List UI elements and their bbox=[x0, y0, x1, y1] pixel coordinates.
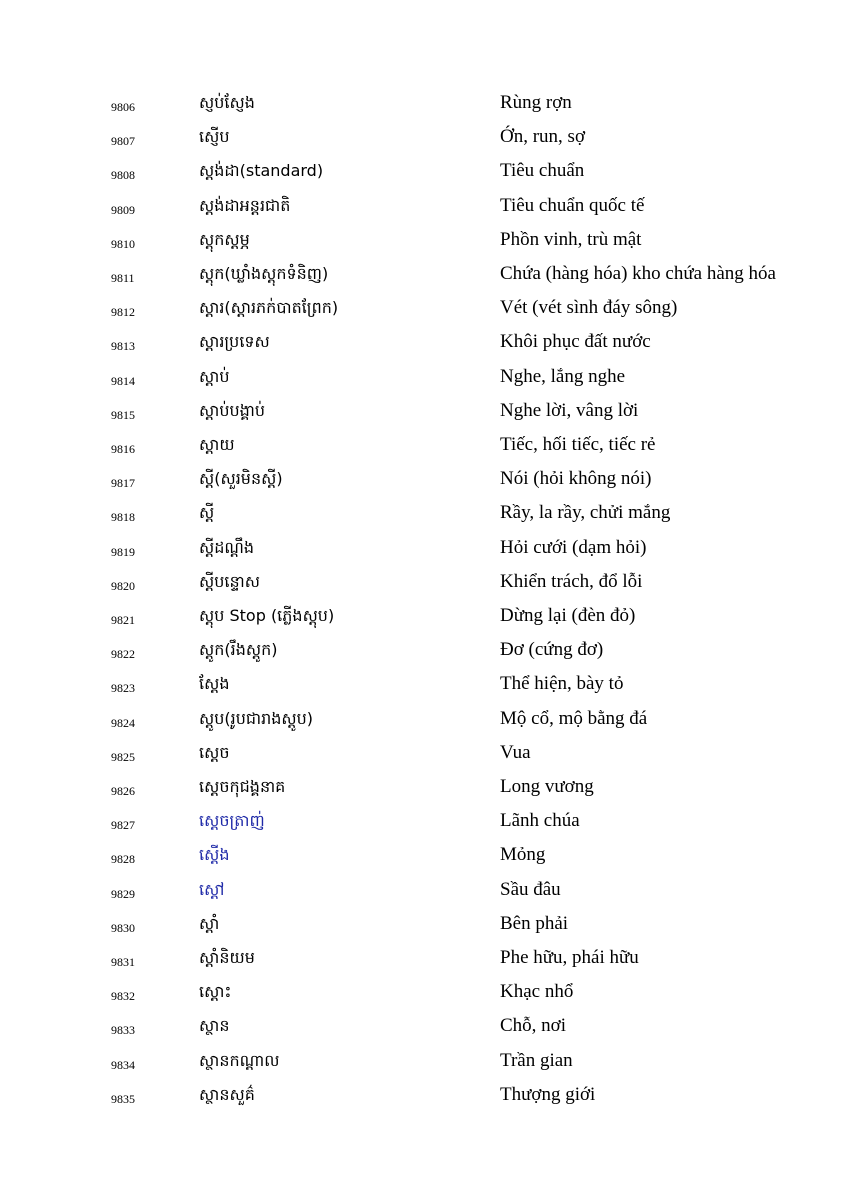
khmer-word: ស្តង់ដាអន្តរជាតិ bbox=[199, 195, 291, 215]
entry-row bbox=[0, 913, 848, 947]
entry-number: 9812 bbox=[111, 305, 135, 320]
entry-number: 9819 bbox=[111, 544, 135, 559]
entry-number: 9816 bbox=[111, 442, 135, 456]
entry-number: 9826 bbox=[111, 784, 135, 798]
khmer-word: ស្ថានកណ្តាល bbox=[199, 1050, 280, 1070]
vietnamese-meaning: Long vương bbox=[500, 776, 594, 797]
khmer-word: ស្តេចត្រាញ់ bbox=[199, 811, 265, 831]
vietnamese-meaning: Mộ cổ, mộ bằng đá bbox=[500, 707, 648, 729]
entry-number: 9818 bbox=[111, 510, 135, 525]
entry-number: 9827 bbox=[111, 818, 135, 833]
khmer-word: ស្ថានសួគ៌ bbox=[199, 1084, 255, 1104]
entry-number: 9814 bbox=[111, 373, 135, 388]
entry-number: 9811 bbox=[111, 271, 135, 285]
entry-number: 9829 bbox=[111, 886, 135, 901]
entry-number: 9809 bbox=[111, 202, 135, 217]
khmer-word: ស្តូក(រឹងស្តូក) bbox=[199, 640, 278, 660]
entry-row bbox=[0, 742, 848, 776]
vietnamese-meaning: Thể hiện, bày tỏ bbox=[500, 673, 624, 695]
khmer-word: ស្តេចកុជង្គនាគ bbox=[199, 777, 286, 796]
khmer-word: ស្តុកស្តម្ភ bbox=[199, 229, 250, 249]
vietnamese-meaning: Khiển trách, đổ lỗi bbox=[500, 570, 643, 592]
entry-row bbox=[0, 297, 848, 331]
entry-number: 9821 bbox=[111, 613, 135, 627]
entry-row bbox=[0, 1084, 848, 1118]
vietnamese-meaning: Tiêu chuẩn quốc tế bbox=[500, 194, 645, 216]
entry-number: 9820 bbox=[111, 578, 135, 593]
entry-row bbox=[0, 947, 848, 981]
khmer-word: ស្តង់ដា(standard) bbox=[199, 161, 324, 181]
khmer-word: ស្ញើប bbox=[199, 127, 230, 147]
entry-number: 9825 bbox=[111, 749, 135, 764]
entry-row bbox=[0, 776, 848, 810]
vietnamese-meaning: Chỗ, nơi bbox=[500, 1015, 566, 1037]
vietnamese-meaning: Hỏi cưới (dạm hỏi) bbox=[500, 536, 647, 558]
khmer-word: ស្តុក(ឃ្លាំងស្តុកទំនិញ) bbox=[199, 264, 329, 283]
entry-row bbox=[0, 605, 848, 639]
entry-number: 9823 bbox=[111, 681, 135, 696]
vietnamese-meaning: Khạc nhổ bbox=[500, 981, 574, 1003]
entry-row bbox=[0, 468, 848, 502]
entry-number: 9832 bbox=[111, 989, 135, 1004]
entry-number: 9807 bbox=[111, 134, 135, 149]
vietnamese-meaning: Vét (vét sình đáy sông) bbox=[500, 297, 678, 319]
vietnamese-meaning: Phe hữu, phái hữu bbox=[500, 947, 639, 968]
entry-number: 9833 bbox=[111, 1023, 135, 1038]
entry-row bbox=[0, 673, 848, 707]
entry-row bbox=[0, 810, 848, 844]
khmer-word: ស្តី bbox=[199, 503, 215, 523]
khmer-word: ស្តេច bbox=[199, 742, 230, 762]
khmer-word: ស្តាំនិយម bbox=[199, 948, 255, 967]
entry-row bbox=[0, 434, 848, 468]
vietnamese-meaning: Nghe lời, vâng lời bbox=[500, 399, 639, 421]
vietnamese-meaning: Rùng rợn bbox=[500, 92, 572, 113]
entry-row bbox=[0, 571, 848, 605]
entry-number: 9822 bbox=[111, 647, 135, 662]
entry-row bbox=[0, 331, 848, 365]
vietnamese-meaning: Tiếc, hối tiếc, tiếc rẻ bbox=[500, 434, 656, 455]
entry-row bbox=[0, 981, 848, 1015]
entry-row bbox=[0, 1050, 848, 1084]
entry-number: 9810 bbox=[111, 236, 135, 251]
entry-row bbox=[0, 502, 848, 536]
vietnamese-meaning: Chứa (hàng hóa) kho chứa hàng hóa bbox=[500, 263, 776, 284]
khmer-word: ស្តុប Stop (ភ្លើងស្តុប) bbox=[199, 606, 335, 625]
entry-row bbox=[0, 879, 848, 913]
entry-row bbox=[0, 1015, 848, 1049]
entry-row bbox=[0, 92, 848, 126]
khmer-word: ស្តើង bbox=[199, 845, 230, 865]
khmer-word: ស្តី(សួរមិនស្តី) bbox=[199, 469, 283, 489]
entry-number: 9815 bbox=[111, 407, 135, 422]
entry-row bbox=[0, 639, 848, 673]
khmer-word: ស្តាយ bbox=[199, 435, 235, 454]
entry-row bbox=[0, 400, 848, 434]
vietnamese-meaning: Ớn, run, sợ bbox=[500, 126, 585, 148]
khmer-word: ស្តាប់ bbox=[199, 366, 230, 386]
vietnamese-meaning: Lãnh chúa bbox=[500, 810, 580, 832]
vietnamese-meaning: Mỏng bbox=[500, 844, 546, 866]
vietnamese-meaning: Đơ (cứng đơ) bbox=[500, 639, 604, 661]
entry-row bbox=[0, 366, 848, 400]
entry-number: 9808 bbox=[111, 168, 135, 183]
khmer-word: ស្តារប្រទេស bbox=[199, 332, 270, 352]
entry-number: 9806 bbox=[111, 100, 135, 114]
entry-row bbox=[0, 537, 848, 571]
vietnamese-meaning: Nghe, lắng nghe bbox=[500, 365, 626, 387]
khmer-word: ស្តាប់បង្គាប់ bbox=[199, 400, 266, 420]
vietnamese-meaning: Vua bbox=[500, 741, 531, 763]
khmer-word: ស្ញប់ស្ញែង bbox=[199, 93, 255, 112]
khmer-word: ស្តាំ bbox=[199, 913, 220, 933]
entry-row bbox=[0, 263, 848, 297]
vietnamese-meaning: Sầu đâu bbox=[500, 878, 561, 900]
vietnamese-meaning: Thượng giới bbox=[500, 1083, 596, 1105]
entry-row bbox=[0, 160, 848, 194]
khmer-word: ស្តីបន្ទោស bbox=[199, 571, 260, 591]
vietnamese-meaning: Phồn vinh, trù mật bbox=[500, 228, 642, 250]
entry-row bbox=[0, 195, 848, 229]
khmer-word: ស្តែង bbox=[199, 674, 230, 694]
entry-row bbox=[0, 126, 848, 160]
khmer-word: ស្តោះ bbox=[199, 982, 232, 1002]
entry-row bbox=[0, 229, 848, 263]
entry-number: 9824 bbox=[111, 715, 135, 730]
vietnamese-meaning: Nói (hỏi không nói) bbox=[500, 468, 652, 490]
entry-row bbox=[0, 844, 848, 878]
khmer-word: ស្ថាន bbox=[199, 1016, 230, 1036]
entry-number: 9835 bbox=[111, 1091, 135, 1106]
entry-row bbox=[0, 708, 848, 742]
entry-number: 9828 bbox=[111, 852, 135, 867]
vietnamese-meaning: Dừng lại (đèn đỏ) bbox=[500, 605, 636, 626]
entry-number: 9834 bbox=[111, 1057, 135, 1072]
khmer-word: ស្តីដណ្តឹង bbox=[199, 537, 255, 557]
vietnamese-meaning: Tiêu chuẩn bbox=[500, 160, 585, 182]
vietnamese-meaning: Trần gian bbox=[500, 1049, 573, 1071]
vietnamese-meaning: Bên phải bbox=[500, 912, 569, 934]
vietnamese-meaning: Rầy, la rầy, chửi mắng bbox=[500, 502, 671, 524]
khmer-word: ស្តារ(ស្តារភក់បាតព្រែក) bbox=[199, 298, 339, 318]
entry-number: 9813 bbox=[111, 339, 135, 354]
khmer-word: ស្តៅ bbox=[199, 879, 225, 899]
entry-number: 9817 bbox=[111, 476, 135, 491]
entry-number: 9831 bbox=[111, 955, 135, 969]
entry-number: 9830 bbox=[111, 920, 135, 935]
vietnamese-meaning: Khôi phục đất nước bbox=[500, 331, 651, 353]
khmer-word: ស្តូប(រូបជារាងស្តូប) bbox=[199, 708, 314, 728]
